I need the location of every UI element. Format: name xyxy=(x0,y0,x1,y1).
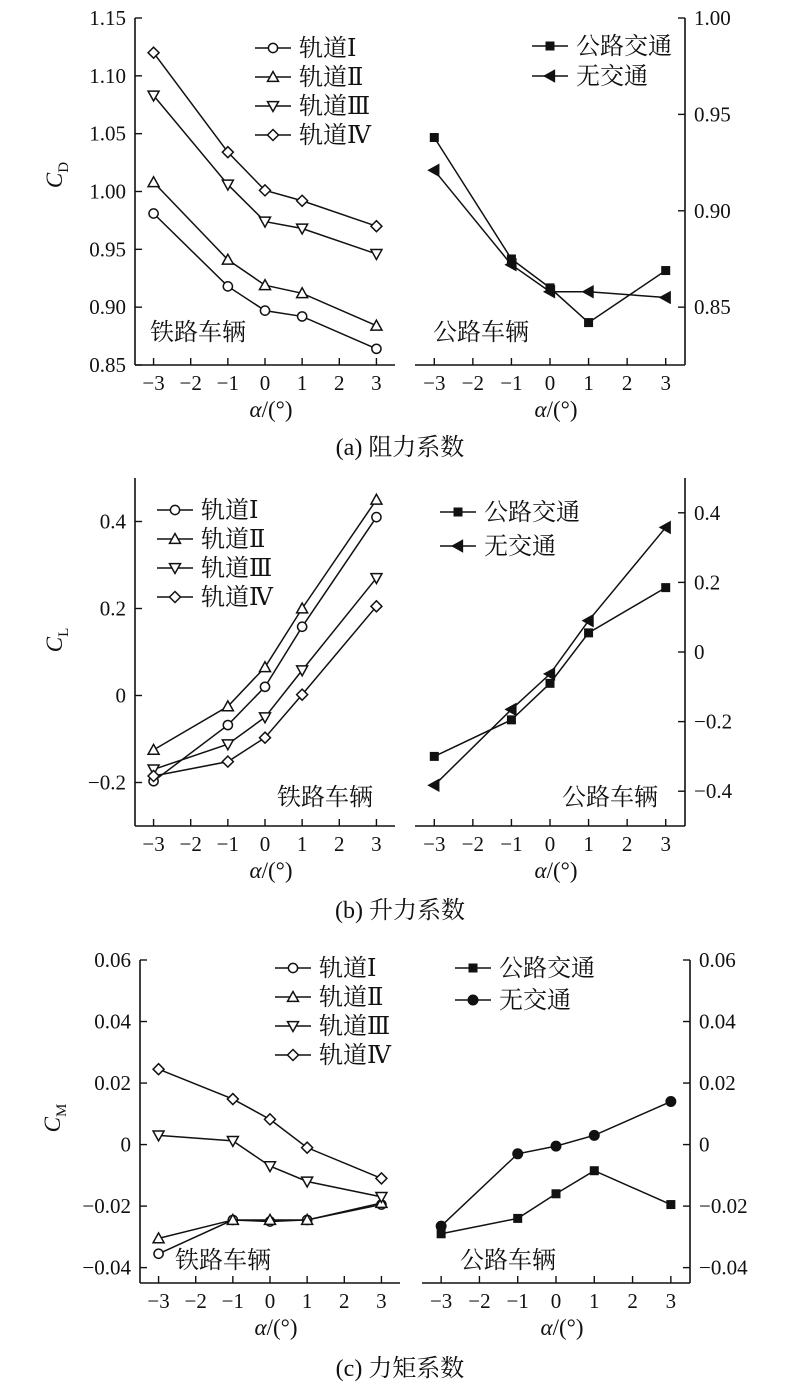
point-b-left-1-3 xyxy=(297,603,308,613)
x-tick-label: 3 xyxy=(371,832,382,856)
x-tick-label: 3 xyxy=(665,1289,677,1313)
y-tick-label: 0 xyxy=(115,683,126,708)
x-axis-label: α/(°) xyxy=(534,858,578,883)
point-a-right-1-4 xyxy=(660,292,670,303)
panel-label-c-right: 公路车辆 xyxy=(460,1248,556,1274)
y-tick-label: −0.4 xyxy=(694,779,733,804)
y-tick-label: 0.04 xyxy=(94,1009,131,1034)
y-tick-label: 0.95 xyxy=(694,102,731,127)
x-tick-label: −2 xyxy=(179,371,202,395)
x-tick-label: 1 xyxy=(301,1289,313,1313)
legend-label: 轨道Ⅱ xyxy=(299,65,364,91)
series-line-c-right-0 xyxy=(441,1171,671,1234)
legend-label: 公路交通 xyxy=(499,956,595,982)
x-axis-label: α/(°) xyxy=(540,1315,584,1340)
legend-label: 轨道Ⅳ xyxy=(299,123,371,149)
y-tick-label: 0.4 xyxy=(99,509,126,534)
legend-c-left xyxy=(275,955,392,1069)
y-tick-label: −0.04 xyxy=(699,1255,748,1280)
legend-b-left xyxy=(157,497,274,611)
y-tick-label: −0.04 xyxy=(82,1255,131,1280)
point-c-right-1-3 xyxy=(589,1130,599,1140)
y-tick-label: 1.05 xyxy=(89,121,126,146)
x-tick-label: −3 xyxy=(429,1289,453,1313)
y-tick-label: 0.2 xyxy=(694,570,721,595)
x-tick-label: 1 xyxy=(296,832,308,856)
point-b-left-2-2 xyxy=(260,713,271,723)
x-tick-label: −3 xyxy=(423,371,446,395)
y-tick-label: 0.85 xyxy=(89,353,126,377)
y-tick-label: 0.85 xyxy=(694,295,731,320)
legend-marker xyxy=(288,963,297,972)
y-tick-label: 1.00 xyxy=(694,6,731,30)
point-a-left-0-3 xyxy=(298,312,307,321)
point-b-left-1-0 xyxy=(148,744,159,754)
legend-label: 公路交通 xyxy=(484,500,580,526)
y-tick-label: 1.15 xyxy=(89,6,126,30)
panel-c-right xyxy=(422,948,748,1340)
y-tick-label: 0.02 xyxy=(94,1071,131,1096)
legend-label: 无交通 xyxy=(484,534,556,560)
legend-label: 轨道Ⅱ xyxy=(201,527,266,553)
y-tick-label: −0.02 xyxy=(82,1194,131,1219)
point-c-right-1-4 xyxy=(666,1097,676,1107)
point-b-left-0-4 xyxy=(372,513,381,522)
point-a-right-0-3 xyxy=(584,318,593,327)
x-tick-label: −2 xyxy=(461,832,485,856)
panel-b-left xyxy=(88,478,395,883)
point-c-right-0-2 xyxy=(552,1189,561,1198)
y-tick-label: 0 xyxy=(694,640,705,664)
point-c-left-3-4 xyxy=(376,1173,387,1184)
legend-label: 无交通 xyxy=(576,64,648,90)
x-tick-label: −3 xyxy=(142,832,165,856)
panel-a-right xyxy=(415,6,731,422)
point-a-right-0-0 xyxy=(430,133,439,142)
x-tick-label: 3 xyxy=(660,371,671,395)
x-tick-label: 3 xyxy=(376,1289,387,1313)
x-tick-label: −1 xyxy=(500,371,523,395)
y-tick-label: 0.90 xyxy=(89,295,126,320)
legend-marker xyxy=(170,592,181,603)
legend-label: 轨道Ⅰ xyxy=(299,36,357,62)
point-b-left-1-2 xyxy=(260,662,271,672)
caption-b: (b) 升力系数 xyxy=(335,898,465,924)
legend-marker xyxy=(546,42,555,51)
x-tick-label: 0 xyxy=(259,371,271,395)
point-a-left-3-3 xyxy=(297,195,308,206)
x-tick-label: 3 xyxy=(660,832,671,856)
point-a-left-1-0 xyxy=(148,177,159,187)
point-c-right-0-1 xyxy=(513,1214,522,1223)
point-c-right-1-0 xyxy=(436,1221,446,1231)
panel-label-b-left: 铁路车辆 xyxy=(277,785,373,811)
point-c-left-0-0 xyxy=(154,1249,163,1258)
x-tick-label: 1 xyxy=(583,371,594,395)
point-b-left-3-1 xyxy=(222,756,233,767)
legend-a-right xyxy=(532,33,672,90)
x-tick-label: −3 xyxy=(423,832,446,856)
x-tick-label: 1 xyxy=(583,832,594,856)
x-tick-label: −1 xyxy=(500,832,523,856)
point-a-left-0-1 xyxy=(223,282,232,291)
x-tick-label: −1 xyxy=(506,1289,529,1313)
point-a-left-0-2 xyxy=(260,306,269,315)
y-tick-label: 0.04 xyxy=(699,1009,736,1034)
point-c-right-1-2 xyxy=(551,1141,561,1151)
point-a-left-0-0 xyxy=(149,209,158,218)
legend-marker xyxy=(453,541,463,552)
legend-marker xyxy=(469,964,478,973)
series-line-a-right-1 xyxy=(434,170,665,297)
legend-marker xyxy=(468,995,478,1005)
legend-a-left xyxy=(255,35,372,149)
point-a-left-3-0 xyxy=(148,47,159,58)
x-tick-label: −2 xyxy=(184,1289,207,1313)
x-tick-label: 1 xyxy=(589,1289,600,1313)
point-a-left-1-4 xyxy=(371,320,382,330)
legend-marker xyxy=(545,71,555,82)
x-tick-label: 0 xyxy=(544,371,556,395)
point-a-left-0-4 xyxy=(372,344,381,353)
x-axis-label: α/(°) xyxy=(249,397,293,422)
x-tick-label: −1 xyxy=(216,832,240,856)
legend-label: 轨道Ⅲ xyxy=(319,1014,391,1040)
point-c-left-3-1 xyxy=(227,1094,238,1105)
legend-label: 轨道Ⅰ xyxy=(201,498,259,524)
point-a-right-1-3 xyxy=(583,286,593,297)
point-c-right-1-1 xyxy=(513,1149,523,1159)
x-tick-label: 0 xyxy=(550,1289,562,1313)
point-b-right-0-3 xyxy=(584,628,593,637)
y-tick-label: 0.06 xyxy=(94,948,131,972)
point-b-left-1-4 xyxy=(371,494,382,504)
y-axis-label-a: $C_D$ xyxy=(42,161,72,189)
y-tick-label: 0.2 xyxy=(99,596,126,621)
legend-marker xyxy=(288,1050,299,1061)
y-tick-label: 1.00 xyxy=(89,179,126,204)
point-a-left-3-4 xyxy=(371,221,382,232)
x-axis-label: α/(°) xyxy=(249,858,293,883)
y-tick-label: 0.06 xyxy=(699,948,736,972)
x-tick-label: −2 xyxy=(461,371,485,395)
legend-label: 公路交通 xyxy=(576,34,672,60)
point-c-left-2-2 xyxy=(265,1162,276,1172)
panel-label-b-right: 公路车辆 xyxy=(562,785,658,811)
x-tick-label: 0 xyxy=(264,1289,276,1313)
x-tick-label: 2 xyxy=(621,371,633,395)
panel-label-a-left: 铁路车辆 xyxy=(150,320,246,346)
legend-label: 轨道Ⅲ xyxy=(201,556,273,582)
y-tick-label: 0.02 xyxy=(699,1071,736,1096)
y-tick-label: 0.95 xyxy=(89,237,126,262)
panel-c-left xyxy=(82,948,400,1340)
x-tick-label: 2 xyxy=(334,371,345,395)
y-tick-label: 0.4 xyxy=(694,500,721,525)
series-line-c-left-0 xyxy=(159,1205,382,1254)
series-line-c-right-1 xyxy=(441,1102,671,1227)
point-b-left-0-2 xyxy=(260,682,269,691)
y-tick-label: −0.2 xyxy=(87,770,126,795)
point-b-right-1-3 xyxy=(583,615,593,626)
x-tick-label: −3 xyxy=(142,371,165,395)
legend-marker xyxy=(170,505,179,514)
point-b-right-0-2 xyxy=(546,679,555,688)
point-b-left-0-3 xyxy=(298,622,307,631)
point-c-left-2-1 xyxy=(227,1136,238,1146)
x-axis-label: α/(°) xyxy=(534,397,578,422)
point-b-right-0-4 xyxy=(661,583,670,592)
legend-marker xyxy=(454,508,463,517)
x-tick-label: −1 xyxy=(216,371,240,395)
legend-marker xyxy=(268,43,277,52)
x-tick-label: −2 xyxy=(468,1289,491,1313)
point-c-left-3-0 xyxy=(153,1064,164,1075)
y-axis-label-b: $C_L$ xyxy=(42,627,72,653)
y-tick-label: 0 xyxy=(120,1132,131,1157)
legend-label: 轨道Ⅲ xyxy=(299,94,371,120)
legend-b-right xyxy=(440,499,580,560)
y-axis-label-c: $C_M$ xyxy=(40,1103,70,1133)
point-b-right-0-0 xyxy=(430,752,439,761)
point-c-right-0-3 xyxy=(590,1166,599,1175)
series-line-b-right-1 xyxy=(434,527,665,785)
legend-label: 轨道Ⅰ xyxy=(319,956,377,982)
x-tick-label: 2 xyxy=(339,1289,350,1313)
y-tick-label: 0 xyxy=(699,1132,710,1157)
point-a-right-1-0 xyxy=(429,165,439,176)
series-line-a-left-1 xyxy=(154,182,377,325)
legend-label: 轨道Ⅱ xyxy=(319,985,384,1011)
legend-marker xyxy=(268,130,279,141)
x-tick-label: 1 xyxy=(296,371,308,395)
caption-c: (c) 力矩系数 xyxy=(335,1356,465,1382)
legend-label: 轨道Ⅳ xyxy=(319,1043,391,1069)
point-b-right-1-0 xyxy=(429,780,439,791)
point-a-left-2-4 xyxy=(371,250,382,260)
point-a-right-0-4 xyxy=(661,266,670,275)
point-b-right-0-1 xyxy=(507,715,516,724)
panel-label-c-left: 铁路车辆 xyxy=(175,1248,271,1274)
x-tick-label: 2 xyxy=(621,832,633,856)
x-tick-label: −2 xyxy=(179,832,202,856)
panel-b-right xyxy=(415,478,733,883)
panel-a-left xyxy=(89,6,395,422)
legend-c-right xyxy=(455,955,595,1014)
x-tick-label: −3 xyxy=(147,1289,170,1313)
y-tick-label: 1.10 xyxy=(89,63,126,88)
x-tick-label: 2 xyxy=(627,1289,638,1313)
panel-label-a-right: 公路车辆 xyxy=(433,320,529,346)
point-a-left-1-2 xyxy=(260,280,271,290)
x-tick-label: −1 xyxy=(221,1289,245,1313)
caption-a: (a) 阻力系数 xyxy=(335,435,465,461)
y-tick-label: 0.90 xyxy=(694,198,731,223)
x-tick-label: 3 xyxy=(371,371,382,395)
point-c-right-0-4 xyxy=(666,1200,675,1209)
x-tick-label: 0 xyxy=(544,832,556,856)
legend-label: 无交通 xyxy=(499,988,571,1014)
y-tick-label: −0.2 xyxy=(694,709,733,734)
y-tick-label: −0.02 xyxy=(699,1194,748,1219)
x-axis-label: α/(°) xyxy=(254,1315,298,1340)
legend-label: 轨道Ⅳ xyxy=(201,585,273,611)
x-tick-label: 0 xyxy=(259,832,271,856)
point-b-left-0-1 xyxy=(223,720,232,729)
x-tick-label: 2 xyxy=(334,832,345,856)
